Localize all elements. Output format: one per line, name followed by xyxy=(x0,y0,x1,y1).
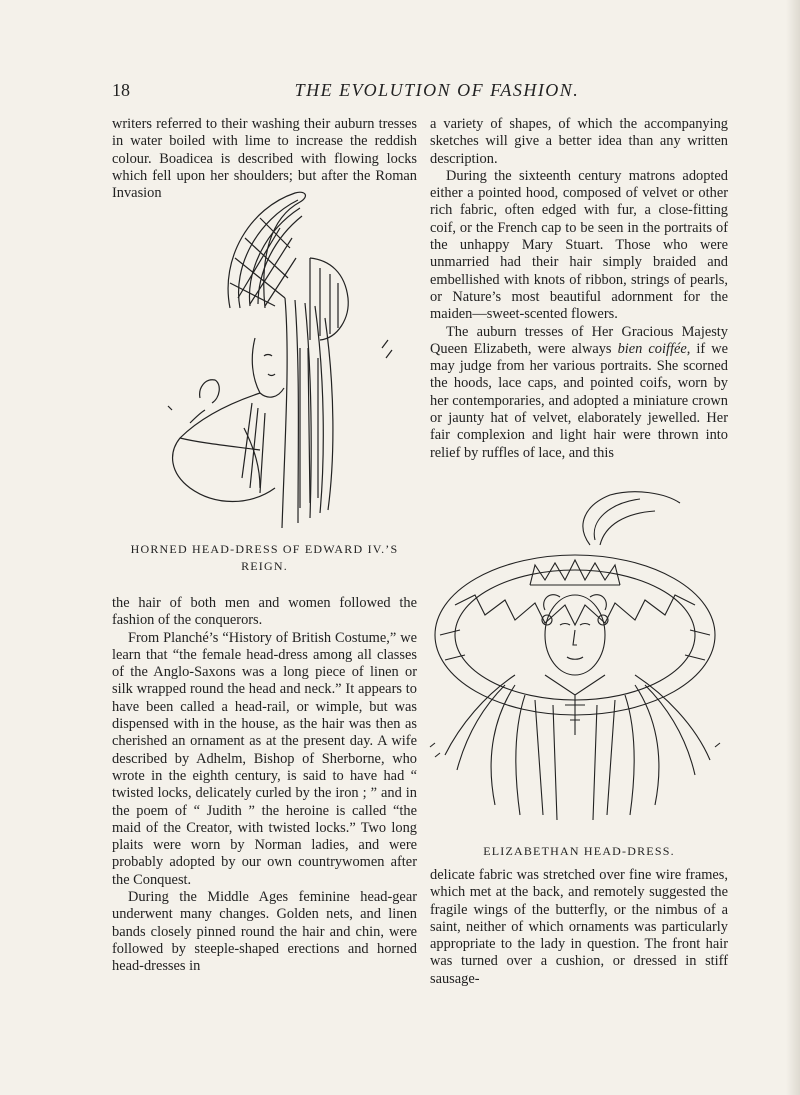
page-edge-shadow xyxy=(786,0,800,1095)
figure-horned-head-dress xyxy=(160,188,400,538)
elizabethan-head-dress-illustration xyxy=(425,485,735,840)
right-column-bottom xyxy=(430,867,728,988)
figure2-caption: ELIZABETHAN HEAD-DRESS. xyxy=(483,844,675,858)
right-column-top xyxy=(430,116,728,462)
page-number: 18 xyxy=(112,80,130,100)
auburn-italic: bien coiffée xyxy=(617,340,687,357)
paragraph-conquerors: the hair of both men and women followed the fashion of the conquerors. xyxy=(112,595,417,629)
figure1-caption: HORNED HEAD-DRESS OF EDWARD IV.’S REIGN. xyxy=(130,542,399,573)
paragraph-auburn-tresses xyxy=(430,324,728,462)
paragraph-variety: a variety of shapes, of which the accompanying sketches will give a better idea than any written description. xyxy=(430,116,728,167)
paragraph-sixteenth-century: During the sixteenth century matrons adopted either a pointed hood, composed of velvet or other rich fabric, often edged with fur, a close-fitting coif, or the French cap to be seen in the portraits of the unhappy Mary Stuart. Those who were unmarried had their hair simply braided and embellished with knots of ribbon, strings of pearls, or Nature’s most beautiful adornment for the maiden—sweet-scented flowers. xyxy=(430,167,728,323)
paragraph-writers: writers referred to their washing their auburn tresses in water boiled with lime to increase the reddish colour. Boadicea is described with flowing locks which fell upon her shoulders; but after the Roman Invasion xyxy=(112,116,417,202)
auburn-text-2: , if we may judge from her various portraits. She scorned the hoods, lace caps, and pointed coifs, worn by her contemporaries, and adopted a miniature crown or jaunty hat of velvet, elaborately jewelled. Her fair complexion and light hair were thrown into relief by ruffles of lace, and this xyxy=(430,340,728,461)
paragraph-planche: From Planché’s “History of British Costume,” we learn that “the female head-dress among all classes of the Anglo-Saxons was a long piece of linen or silk wrapped round the head and neck.” It appears to have been called a head-rail, or wimple, but was dispensed with in the house, as the hair was then as cherished an ornament as at the present day. A wife described by Adhelm, Bishop of Sherborne, who wrote in the eighth century, is said to have had “ twisted locks, delicately curled by the iron ; ” and in the poem of “ Judith ” the heroine is called “the maid of the Creator, with twisted locks.” Two long plaits were worn by Norman ladies, and were probably adopted by our own countrywomen after the Conquest. xyxy=(112,629,417,888)
running-head: THE EVOLUTION OF FASHION. xyxy=(294,80,580,100)
page-header xyxy=(112,80,712,104)
auburn-text-1: The auburn tresses of Her Gracious Majesty Queen Elizabeth, were always xyxy=(430,323,728,357)
paragraph-middle-ages: During the Middle Ages feminine head-gear underwent many changes. Golden nets, and linen bands closely pinned round the hair and chin, were followed by steeple-shaped erections and horned head-dresses in xyxy=(112,889,417,975)
horned-head-dress-illustration xyxy=(160,188,400,538)
paragraph-delicate-fabric: delicate fabric was stretched over fine wire frames, which met at the back, and remotely suggested the fragile wings of the butterfly, or the nimbus of a saint, neither of which ornaments was particularly appropriate to the lady in question. The front hair was turned over a cushion, or dressed in stiff sausage- xyxy=(430,867,728,987)
left-column-body xyxy=(112,595,417,976)
figure-elizabethan-head-dress xyxy=(425,485,735,840)
